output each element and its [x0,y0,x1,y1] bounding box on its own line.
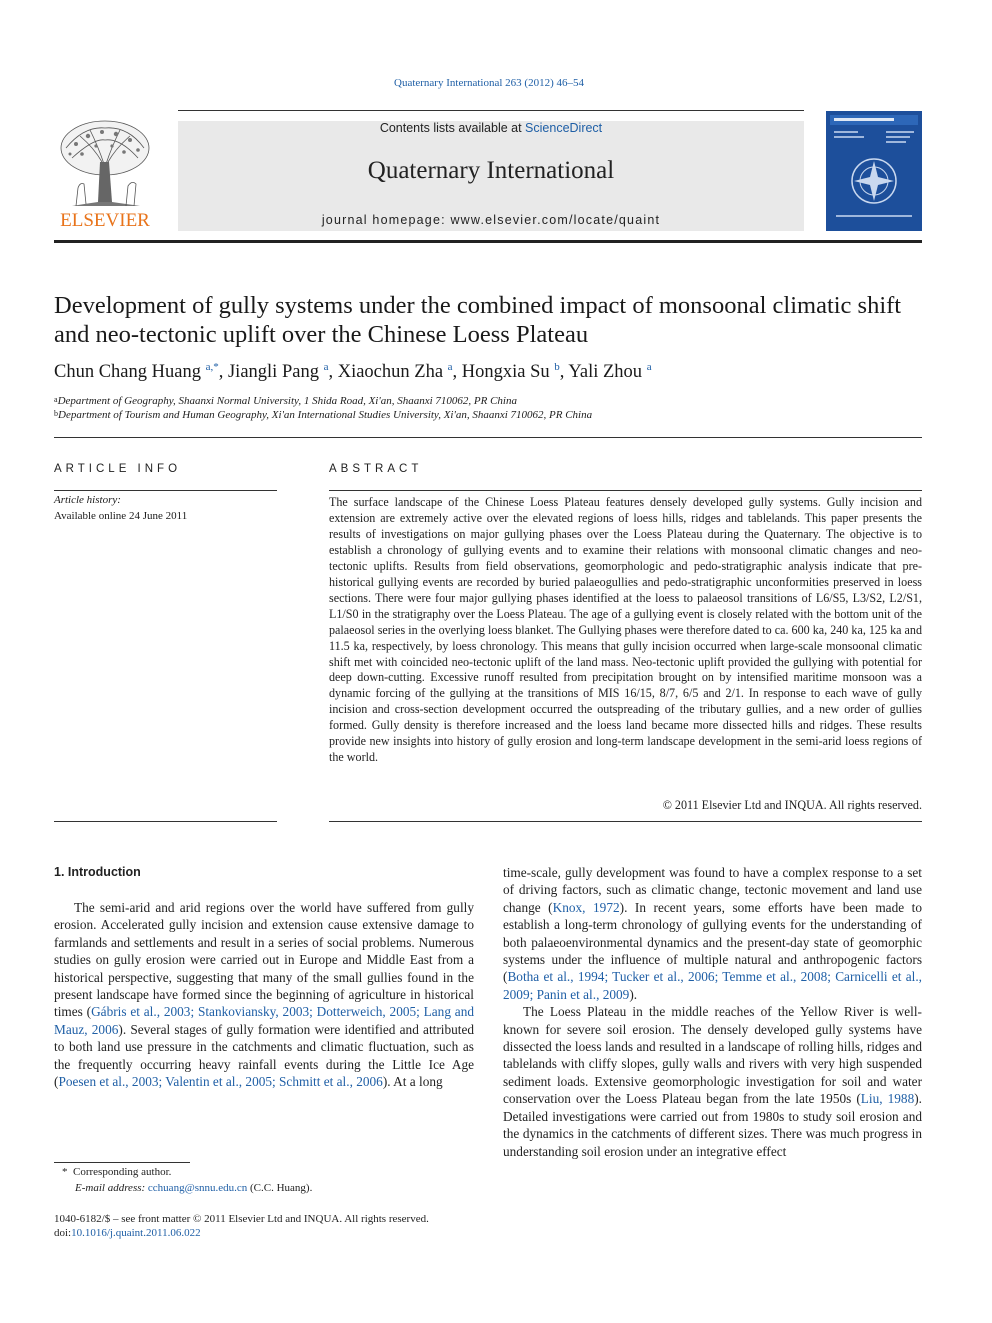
abstract-text: The surface landscape of the Chinese Loess Plateau features densely developed gully systems. Gully incision and extension are extremely active over the elevated regions of loess hills, ridges and tablelands. This paper presents the results of investigations on major gullying phases over the Loess Plateau during the Quaternary. The objective is to establish a chronology of gullying events and to examine their relations with monsoonal climatic changes and neo-tectonic uplifts. Results from field observations, geomorphologic and pedo-stratigraphic analysis indicate that pre-historical gullying events are recorded by buried palaeogullies and pedo-stratigraphic unconformities preserved in loess sections. There were four major gullying phases identified at the loess to palaeosol transitions of L6/S5, L3/S2, L2/S1, L1/S0 in the stratigraphy over the Loess Plateau. The age of a gullying event is closely related with the bottom unit of the palaeosol series in the overlying loess blanket. The Gullying phases were therefore dated to ca. 600 ka, 240 ka, 125 ka and 11.5 ka, respectively, by loess chronology. This means that gully incision occurred when large-scale monsoonal climatic shift met with coincided neo-tectonic uplift of the land mass. Neo-tectonic uplift provided the gullying with potential for deep down-cutting. Excessive runoff resulted from precipitation brought on by intensified maritime monsoon was a dynamic forcing of the gullying at the transitions of MIS 16/15, 8/7, 6/5 and 2/1. In response to each wave of gully incision and cross-section development occurred the outspreading of the tributary gullies, and a new order of gullies formed. Gully density is therefore increased and the loess land became more dissected hills and ridges. These results provide new insights into history of gully erosion and long-term landscape development in the semi-arid loess regions of the world. [329,495,922,765]
abstract-bottom-rule [329,821,922,822]
journal-reference-link[interactable]: Quaternary International 263 (2012) 46–54 [394,77,584,89]
email-footnote [75,1182,312,1194]
body-paragraph [54,899,474,1090]
article-history-value: Available online 24 June 2011 [54,510,188,522]
body-text: The semi-arid and arid regions over the world have suffered from gully erosion. Accelerated gully incision and extension cause extensive damage to farmlands and settlements and result in a series of social problems. Numerous studies on gully erosion were carried out in Europe and Middle East from a historical perspective, suggesting that many of the small gullies found in the present landscape have formed since the beginning of agriculture in historical times ( [54,900,474,1020]
contents-prefix: Contents lists available at [379,121,526,135]
citation-link[interactable]: Poesen et al., 2003; Valentin et al., 2005; Schmitt et al., 2006 [58,1074,383,1090]
affiliation-label: b [54,409,58,418]
author-affiliation-mark[interactable]: a [323,361,329,373]
sciencedirect-link[interactable]: ScienceDirect [525,121,603,135]
article-history-label: Article history: [54,494,121,506]
author-name[interactable]: Jiangli Pang [227,362,319,382]
front-matter-notice: 1040-6182/$ – see front matter © 2011 Elsevier Ltd and INQUA. All rights reserved. [54,1213,429,1225]
body-text: ). Detailed investigations were carried out from 1980s to study soil erosion and the dynamics in the catchments of different sizes. There was much progress in understanding soil erosion under an integrative effect [503,1091,922,1159]
author-affiliation-mark[interactable]: a [646,361,652,373]
abstract-heading: ABSTRACT [329,463,423,475]
doi-line [54,1227,201,1239]
affiliation-rule [54,437,922,438]
author-affiliation-mark[interactable]: a [447,361,453,373]
article-info-rule [54,490,277,491]
author-name[interactable]: Yali Zhou [568,362,643,382]
body-text: time-scale, gully development was found to have a complex response to a set of driving factors, such as climatic change, tectonic movement and land use change ( [503,865,922,915]
author-list: Chun Chang Huang $^{a,*}$, Jiangli Pang $^a$, Xiaochun Zha $^a$, Hongxia Su $^b$, Yali Zhou $^a$ [54,361,652,382]
affiliation [54,409,934,421]
affiliation-label: a [54,395,58,404]
footnote-rule [54,1162,190,1163]
header-bottom-rule [54,240,922,243]
elsevier-wordmark: ELSEVIER [60,210,150,231]
header-top-rule [178,110,804,111]
section-heading-introduction: 1. Introduction [54,865,141,879]
journal-cover-icon [826,111,922,231]
body-paragraph [503,1003,922,1160]
citation-link[interactable]: Knox, 1972 [552,899,620,915]
footnote-text: Corresponding author. [73,1166,172,1178]
article-title: Development of gully systems under the combined impact of monsoonal climatic shift and neo-tectonic uplift over the Chinese Loess Plateau [54,292,902,348]
affiliation-text: Department of Tourism and Human Geography, Xi'an International Studies University, Xi'an, Shaanxi 710062, PR China [58,409,593,421]
homepage-prefix: journal homepage: [321,213,451,227]
body-text: The Loess Plateau in the middle reaches of the Yellow River is well-known for severe soil erosion. The densely developed gully systems have dissected the loess lands and resulted in a landscape of rolling hills, ridges and tablelands with cliffy slopes, gully walls and rivers with very high suspended sediment loads. Extensive geomorphologic investigation for soil and water conservation over the Loess Plateau began from the late 1950s ( [503,1004,922,1107]
affiliation [54,395,934,407]
contents-line [178,121,804,135]
body-column-right [503,864,922,1160]
article-info-heading: ARTICLE INFO [54,463,182,475]
author-affiliation-mark[interactable]: a,* [205,361,219,373]
citation-link[interactable]: Botha et al., 1994; Tucker et al., 2006; Temme et al., 2008; Carnicelli et al., 2009; Panin et al., 2009 [503,969,922,1002]
body-text: ). [629,986,638,1002]
citation-link[interactable]: Gábris et al., 2003; Stankoviansky, 2003; Dotterweich, 2005; Lang and Mauz, 2006 [54,1004,475,1037]
author-name[interactable]: Xiaochun Zha [337,362,444,382]
author-name[interactable]: Chun Chang Huang [54,362,201,382]
journal-banner [178,121,804,231]
article-info-bottom-rule [54,821,277,822]
elsevier-logo [54,118,156,232]
corresponding-author-footnote [62,1166,171,1178]
journal-name: Quaternary International [367,157,615,184]
homepage-url-link[interactable]: www.elsevier.com/locate/quaint [450,213,661,227]
abstract-rule [329,490,922,491]
citation-link[interactable]: Liu, 1988 [860,1091,915,1107]
email-link[interactable]: cchuang@snnu.edu.cn [147,1182,248,1194]
body-column-left [54,899,474,1090]
email-label: E-mail address: [75,1182,146,1194]
body-text: ). At a long [382,1074,443,1090]
body-text: ). Several stages of gully formation were identified and attributed to both land use pressure in the catchments and climatic fluctuation, such as the frequently occurring heavy rainfall events during the Little Ice Age ( [54,1021,474,1090]
author-name[interactable]: Hongxia Su [461,362,550,382]
doi-prefix: doi: [54,1227,72,1239]
author-affiliation-mark[interactable]: b [554,361,560,373]
journal-homepage [178,213,804,227]
elsevier-tree-icon [54,118,156,210]
body-text: ). In recent years, some efforts have been made to establish a long-term chronology of gullying events for the understanding of both palaeoenvironmental dynamics and the present-day state of geomorphic systems under the influence of multiple natural and anthropogenic factors ( [503,899,923,985]
doi-link[interactable]: 10.1016/j.quaint.2011.06.022 [71,1227,201,1239]
abstract-copyright: © 2011 Elsevier Ltd and INQUA. All rights reserved. [662,798,922,812]
affiliation-text: Department of Geography, Shaanxi Normal University, 1 Shida Road, Xi'an, Shaanxi 710062, PR China [57,395,517,407]
body-paragraph [503,864,922,1003]
footnote-mark: * [62,1166,68,1178]
email-suffix: (C.C. Huang). [250,1182,313,1194]
journal-cover-thumbnail[interactable] [826,111,922,231]
